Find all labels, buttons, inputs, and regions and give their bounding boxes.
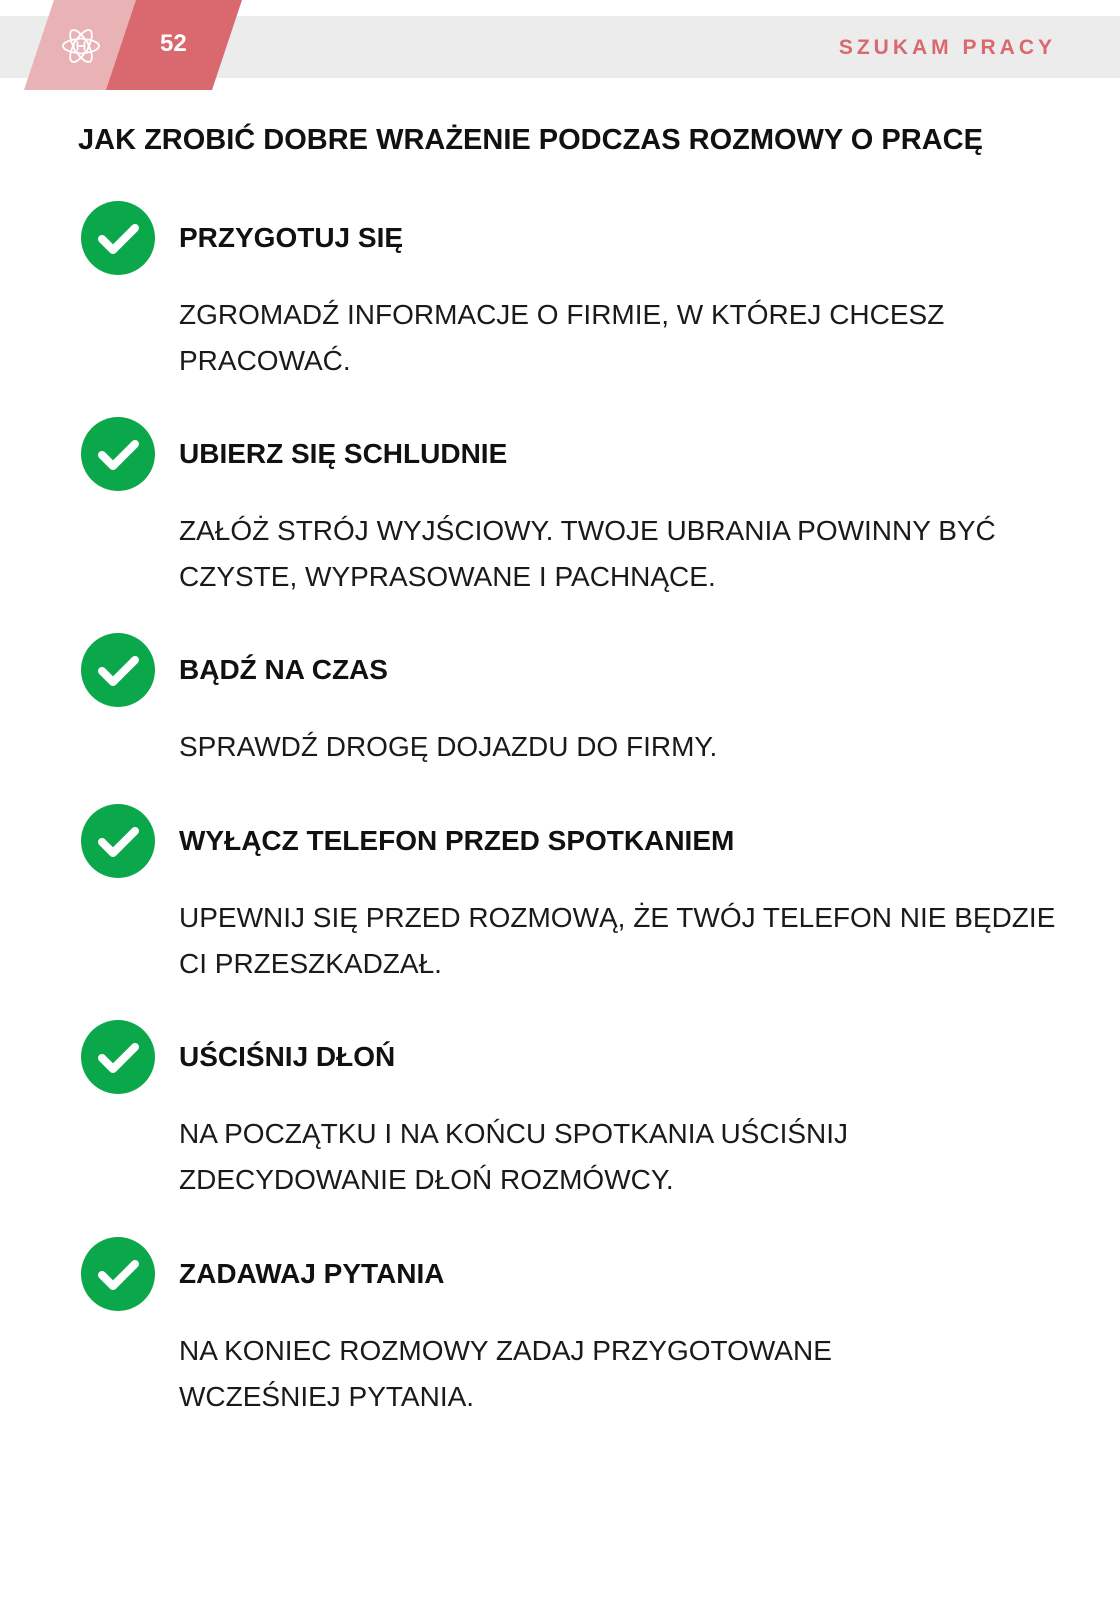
page-title: JAK ZROBIĆ DOBRE WRAŻENIE PODCZAS ROZMOWY O PRACĘ [78, 124, 983, 156]
check-circle-icon [80, 1019, 156, 1095]
check-circle-icon [80, 416, 156, 492]
tip-title: PRZYGOTUJ SIĘ [179, 222, 404, 253]
tip-text: ZAŁÓŻ STRÓJ WYJŚCIOWY. TWOJE UBRANIA POWINNY BYĆ CZYSTE, WYPRASOWANE I PACHNĄCE. [179, 515, 996, 592]
atom-logo-icon [60, 25, 102, 67]
tip-title: UŚCIŚNIJ DŁOŃ [179, 1041, 396, 1072]
tip-text: SPRAWDŹ DROGĘ DOJAZDU DO FIRMY. [179, 731, 718, 762]
check-circle-icon [80, 1236, 156, 1312]
tip-title: BĄDŹ NA CZAS [179, 654, 388, 685]
check-circle-icon [80, 803, 156, 879]
tip-text: ZGROMADŹ INFORMACJE O FIRMIE, W KTÓREJ CHCESZ PRACOWAĆ. [179, 299, 945, 376]
tip-text: UPEWNIJ SIĘ PRZED ROZMOWĄ, ŻE TWÓJ TELEFON NIE BĘDZIE CI PRZESZKADZAŁ. [179, 902, 1056, 979]
check-circle-icon [80, 632, 156, 708]
tip-title: UBIERZ SIĘ SCHLUDNIE [179, 438, 508, 469]
tip-title: ZADAWAJ PYTANIA [179, 1258, 445, 1289]
page-number: 52 [160, 30, 187, 57]
check-circle-icon [80, 200, 156, 276]
section-label: SZUKAM PRACY [838, 36, 1056, 59]
tip-title: WYŁĄCZ TELEFON PRZED SPOTKANIEM [179, 825, 735, 856]
tip-text: NA KONIEC ROZMOWY ZADAJ PRZYGOTOWANE WCZEŚNIEJ PYTANIA. [179, 1335, 832, 1412]
tip-text: NA POCZĄTKU I NA KOŃCU SPOTKANIA UŚCIŚNIJ ZDECYDOWANIE DŁOŃ ROZMÓWCY. [179, 1118, 849, 1195]
